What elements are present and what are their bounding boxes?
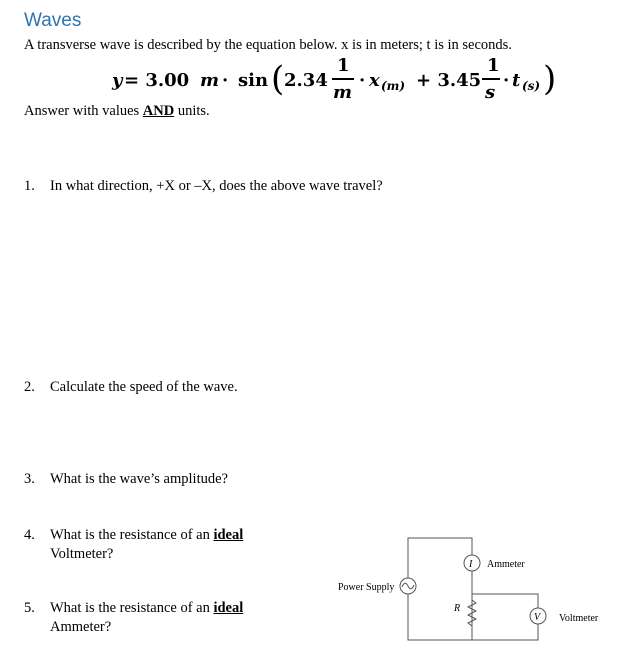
ammeter-symbol: I xyxy=(469,559,473,570)
page-title: Waves xyxy=(24,10,82,31)
eq-dot: · xyxy=(222,70,229,91)
voltmeter-symbol: V xyxy=(534,612,541,623)
resistor-label: R xyxy=(454,603,461,614)
question-3: 3. What is the wave’s amplitude? xyxy=(24,471,228,487)
circuit-wire-bottom xyxy=(408,594,472,640)
circuit-wire-voltmeter-top xyxy=(472,594,538,608)
eq-y: y xyxy=(112,70,123,91)
eq-lhs: = 3.00 xyxy=(124,70,190,91)
eq-sin: sin xyxy=(238,70,269,91)
eq-w-num: 1 xyxy=(487,55,500,76)
answer-note: Answer with values AND units. xyxy=(24,103,210,119)
eq-amp-unit: m xyxy=(200,70,220,91)
eq-plus-w: + 3.45 xyxy=(416,70,482,91)
eq-paren-close: ) xyxy=(543,59,557,99)
eq-k: 2.34 xyxy=(284,70,328,91)
question-2: 2. Calculate the speed of the wave. xyxy=(24,379,238,395)
ammeter-label: Ammeter xyxy=(487,559,525,570)
intro-text: A transverse wave is described by the equation below. x is in meters; t is in seconds. xyxy=(24,37,512,53)
eq-t-sub: (s) xyxy=(522,79,541,93)
voltmeter-label: Voltmeter xyxy=(559,613,599,624)
eq-x-sub: (m) xyxy=(381,79,406,93)
eq-w-den: s xyxy=(485,82,496,103)
question-1: 1. In what direction, +X or –X, does the above wave travel? xyxy=(24,178,383,194)
question-5-emphasis: ideal xyxy=(213,600,244,616)
eq-k-num: 1 xyxy=(337,55,350,76)
eq-x: x xyxy=(369,70,380,91)
eq-k-den: m xyxy=(333,82,353,103)
circuit-wire-voltmeter-bottom xyxy=(472,624,538,640)
circuit-diagram xyxy=(330,530,620,655)
eq-dot3: · xyxy=(503,70,510,91)
answer-note-emphasis: AND xyxy=(142,103,175,119)
question-4-emphasis: ideal xyxy=(213,527,244,543)
question-5: 5. What is the resistance of an ideal Ammeter? xyxy=(24,600,244,635)
wave-equation xyxy=(0,44,630,104)
question-4: 4. What is the resistance of an ideal Voltmeter? xyxy=(24,527,244,562)
power-supply-label: Power Supply xyxy=(338,582,395,593)
eq-paren-open: ( xyxy=(271,59,285,99)
circuit-wire-top xyxy=(408,538,472,578)
eq-t: t xyxy=(512,70,521,91)
eq-dot2: · xyxy=(359,70,366,91)
